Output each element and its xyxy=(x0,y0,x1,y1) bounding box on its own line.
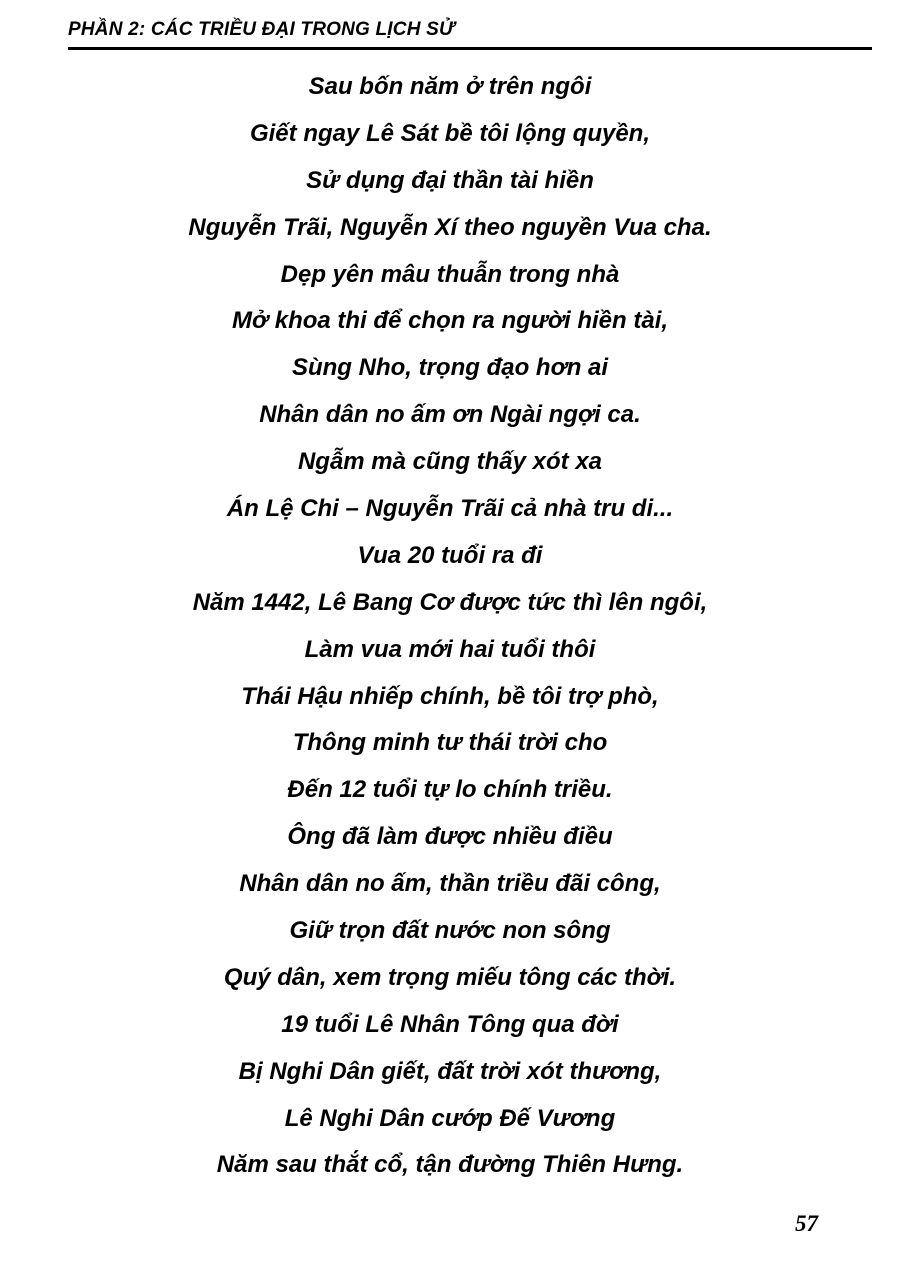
page-number: 57 xyxy=(795,1211,818,1236)
poem-line: 19 tuổi Lê Nhân Tông qua đời xyxy=(281,1010,619,1038)
poem xyxy=(0,64,900,1189)
header-rule xyxy=(68,47,872,50)
poem-line: Nhân dân no ấm, thần triều đãi công, xyxy=(239,870,661,898)
poem-line: Sử dụng đại thần tài hiền xyxy=(306,166,594,194)
poem-line: Nguyễn Trãi, Nguyễn Xí theo nguyền Vua cha. xyxy=(188,213,712,241)
poem-line: Dẹp yên mâu thuẫn trong nhà xyxy=(280,260,620,288)
poem-line: Ngẫm mà cũng thấy xót xa xyxy=(297,448,603,476)
poem-line: Làm vua mới hai tuổi thôi xyxy=(304,635,596,663)
poem-line: Thông minh tư thái trời cho xyxy=(292,729,608,757)
poem-line: Năm sau thắt cổ, tận đường Thiên Hưng. xyxy=(216,1151,684,1179)
poem-line: Thái Hậu nhiếp chính, bề tôi trợ phò, xyxy=(241,682,659,710)
running-header: PHẦN 2: CÁC TRIỀU ĐẠI TRONG LỊCH SỬ xyxy=(68,19,455,40)
poem-line: Lê Nghi Dân cướp Đế Vương xyxy=(284,1104,616,1132)
poem-line: Năm 1442, Lê Bang Cơ được tức thì lên ngôi, xyxy=(192,588,708,616)
poem-line: Mở khoa thi để chọn ra người hiền tài, xyxy=(231,307,669,335)
poem-line: Giết ngay Lê Sát bề tôi lộng quyền, xyxy=(249,119,651,147)
poem-line: Đến 12 tuổi tự lo chính triều. xyxy=(287,776,613,804)
poem-line: Giữ trọn đất nước non sông xyxy=(289,917,611,945)
poem-line: Sùng Nho, trọng đạo hơn ai xyxy=(291,354,609,382)
poem-line: Vua 20 tuổi ra đi xyxy=(357,541,543,569)
poem-line: Án Lệ Chi – Nguyễn Trãi cả nhà tru di... xyxy=(226,495,674,523)
poem-line: Quý dân, xem trọng miếu tông các thời. xyxy=(223,963,677,991)
poem-line: Nhân dân no ấm ơn Ngài ngợi ca. xyxy=(259,401,641,429)
poem-line: Sau bốn năm ở trên ngôi xyxy=(308,73,592,100)
poem-line: Bị Nghi Dân giết, đất trời xót thương, xyxy=(238,1057,662,1085)
poem-line: Ông đã làm được nhiều điều xyxy=(287,823,613,851)
